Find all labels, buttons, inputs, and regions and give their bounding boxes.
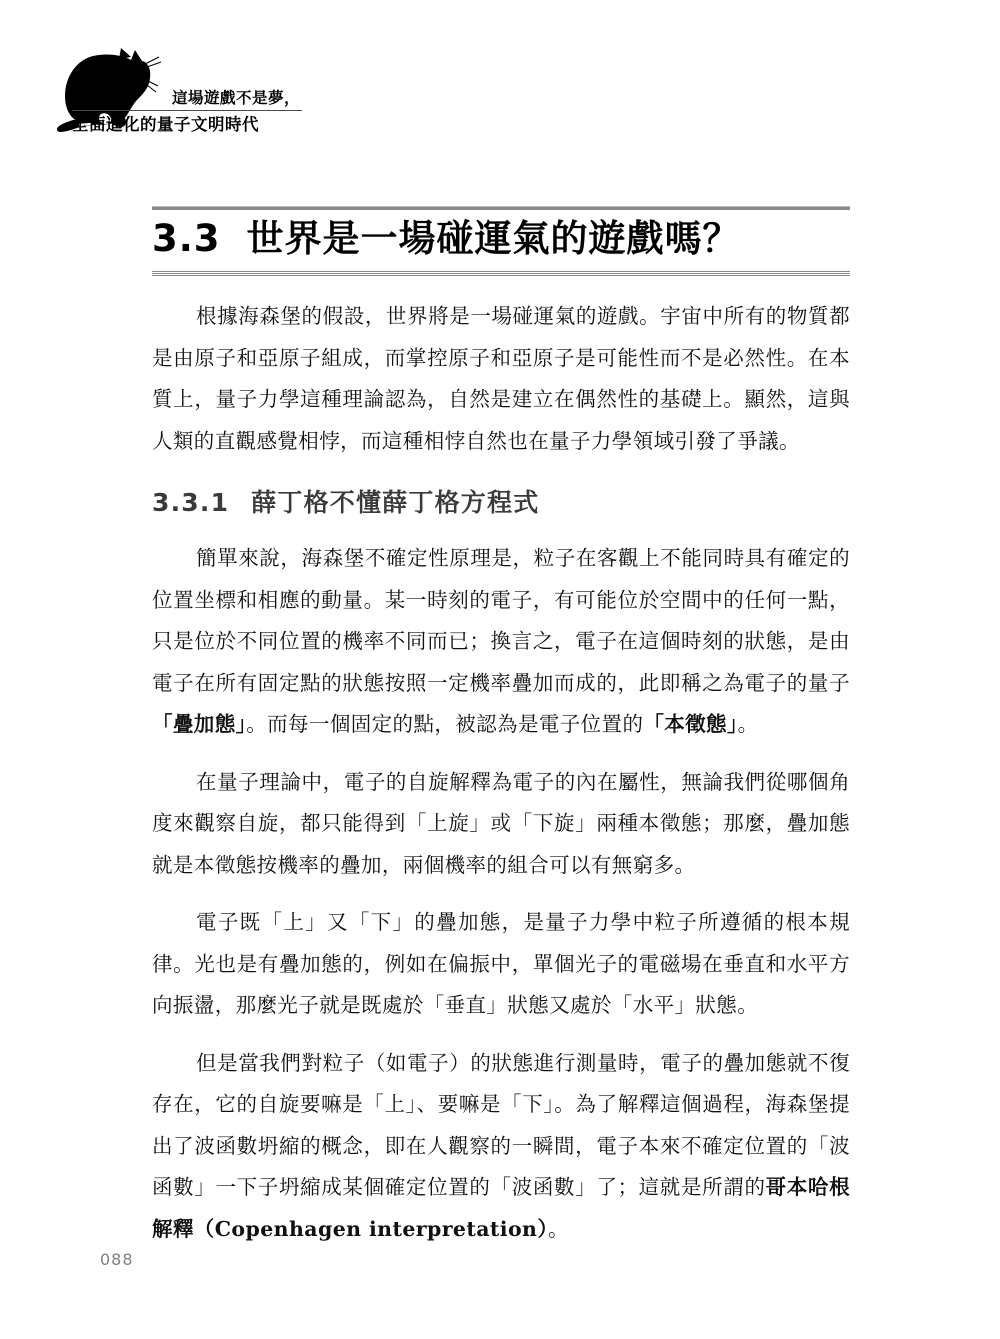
subsection-heading — [152, 486, 850, 520]
paragraph-spin: 在量子理論中，電子的自旋解釋為電子的內在屬性，無論我們從哪個角度來觀察自旋，都只能得到「上旋」或「下旋」兩種本徵態；那麼，疊加態就是本徵態按機率的疊加，兩個機率的組合可以有無窮多。 — [152, 769, 850, 877]
book-title-block — [72, 88, 302, 136]
page-title — [152, 210, 850, 267]
book-title-line-2: 全面進化的量子文明時代 — [72, 115, 259, 134]
paragraph-text-part: 。而每一個固定的點，被認為是電子位置的 — [246, 712, 644, 736]
header-divider — [72, 110, 302, 111]
paragraph-uncertainty — [152, 538, 850, 746]
paragraph-text-part: 。 — [548, 1216, 569, 1241]
paragraph-intro: 根據海森堡的假設，世界將是一場碰運氣的遊戲。宇宙中所有的物質都是由原子和亞原子組成，而掌控原子和亞原子是可能性而不是必然性。在本質上，量子力學這種理論認為，自然是建立在偶然性的基礎上。顯然，這與人類的直觀感覺相悖，而這種相悖自然也在量子力學領域引發了爭議。 — [152, 304, 850, 453]
paragraph-measurement — [152, 1043, 850, 1251]
title-rule-bottom-inner — [152, 273, 850, 274]
term-eigenstate: 「本徵態」 — [643, 712, 738, 736]
term-copenhagen-interpretation: 哥本哈根解釋（Copenhagen interpretation） — [152, 1175, 850, 1241]
subsection-number: 3.3.1 — [152, 488, 230, 517]
term-superposition-state: 「疊加態」 — [152, 712, 247, 736]
paragraph-text-part: 。 — [737, 712, 759, 736]
page-number: 088 — [100, 1250, 134, 1269]
book-title-line-1: 這場遊戲不是夢， — [171, 89, 300, 107]
section-title-block — [152, 206, 850, 276]
paragraph-polarization: 電子既「上」又「下」的疊加態，是量子力學中粒子所遵循的根本規律。光也是有疊加態的，例如在偏振中，單個光子的電磁場在垂直和水平方向振盪，那麼光子就是既處於「垂直」狀態又處於「水平」狀態。 — [152, 910, 850, 1017]
article-body — [152, 296, 850, 1266]
subsection-title-text: 薛丁格不懂薛丁格方程式 — [251, 488, 540, 517]
paragraph-text-part: 簡單來說，海森堡不確定性原理是，粒子在客觀上不能同時具有確定的位置坐標和相應的動量。某一時刻的電子，有可能位於空間中的任何一點，只是位於不同位置的機率不同而已；換言之，電子在這個時刻的狀態，是由電子在所有固定點的狀態按照一定機率疊加而成的，此即稱之為電子的量子 — [152, 546, 850, 695]
section-title-text: 世界是一場碰運氣的遊戲嗎？ — [246, 217, 741, 260]
running-header — [0, 0, 1000, 170]
section-number: 3.3 — [152, 217, 221, 260]
title-rule-bottom — [152, 271, 850, 276]
paragraph-text-part: 但是當我們對粒子（如電子）的狀態進行測量時，電子的疊加態就不復存在，它的自旋要嘛是「上」、要嘛是「下」。為了解釋這個過程，海森堡提出了波函數坍縮的概念，即在人觀察的一瞬間，電子本來不確定位置的「波函數」一下子坍縮成某個確定位置的「波函數」了；這就是所謂的 — [152, 1050, 850, 1199]
